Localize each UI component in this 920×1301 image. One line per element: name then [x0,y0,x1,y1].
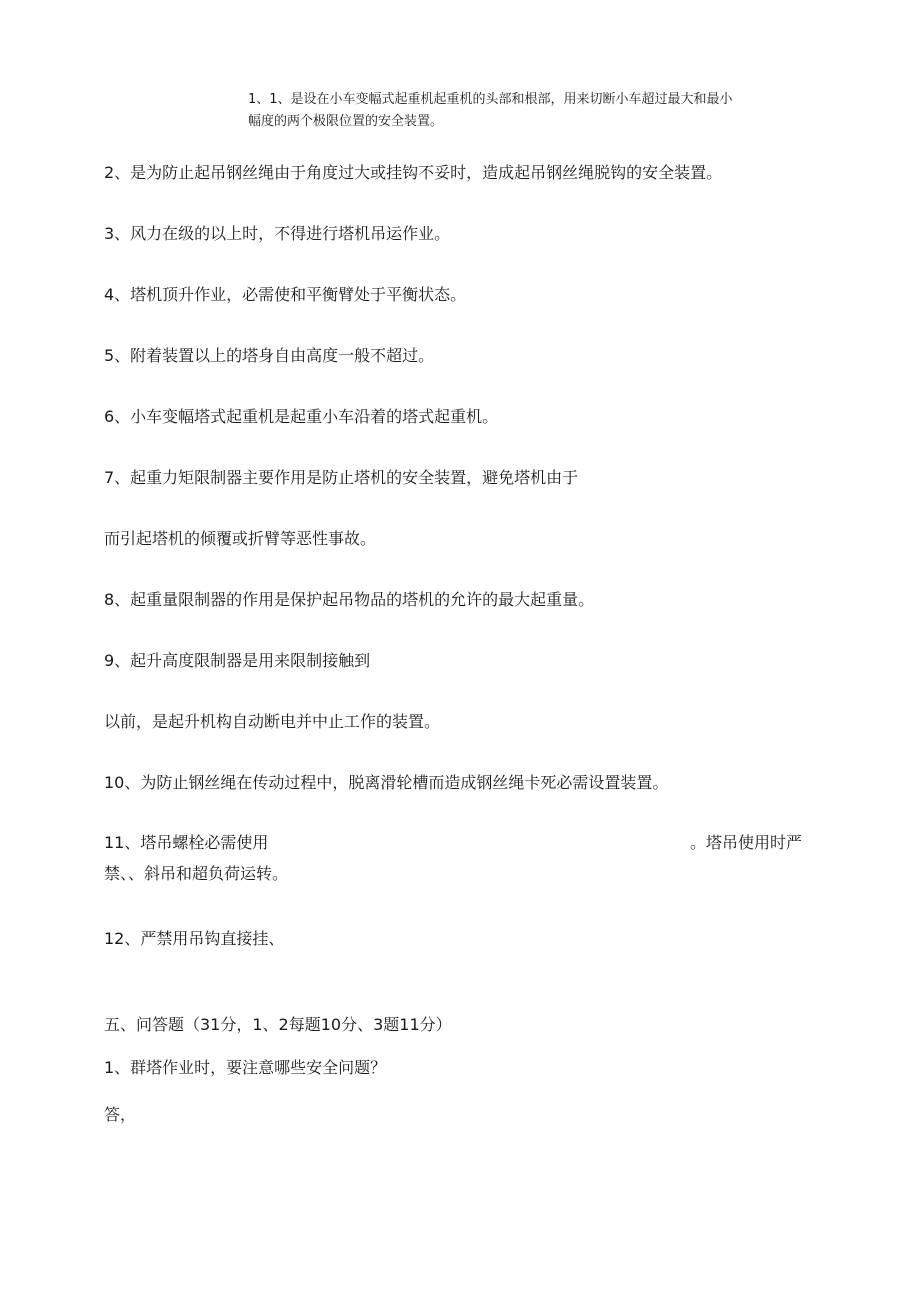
question-11-part-2: 。塔吊使用时严 [690,833,803,852]
question-6: 6、小车变幅塔式起重机是起重小车沿着的塔式起重机。 [104,407,499,426]
section-5-question-1: 1、群塔作业时，要注意哪些安全问题？ [104,1058,387,1077]
question-5: 5、附着装置以上的塔身自由高度一般不超过。 [104,346,435,365]
question-9-line-1: 9、起升高度限制器是用来限制接触到 [104,651,371,670]
question-3: 3、风力在级的以上时，不得进行塔机吊运作业。 [104,224,451,243]
question-1-line-1: 1、1、是设在小车变幅式起重机起重机的头部和根部，用来切断小车超过最大和最小 [248,92,733,107]
question-4: 4、塔机顶升作业，必需使和平衡臂处于平衡状态。 [104,285,467,304]
section-5-heading: 五、问答题（31分，1、2每题10分、3题11分） [104,1015,452,1034]
question-7-line-2: 而引起塔机的倾覆或折臂等恶性事故。 [104,529,377,548]
question-11-line-2: 禁、、斜吊和超负荷运转。 [104,864,289,883]
question-11-part-1: 11、塔吊螺栓必需使用 [104,833,269,852]
question-1-line-2: 幅度的两个极限位置的安全装置。 [248,114,444,129]
question-9-line-2: 以前，是起升机构自动断电并中止工作的装置。 [104,712,441,731]
question-2: 2、是为防止起吊钢丝绳由于角度过大或挂钩不妥时，造成起吊钢丝绳脱钩的安全装置。 [104,163,723,182]
question-12: 12、严禁用吊钩直接挂、 [104,929,285,948]
question-8: 8、起重量限制器的作用是保护起吊物品的塔机的允许的最大起重量。 [104,590,595,609]
question-7-line-1: 7、起重力矩限制器主要作用是防止塔机的安全装置，避免塔机由于 [104,468,579,487]
section-5-answer-label: 答， [104,1105,137,1124]
question-10: 10、为防止钢丝绳在传动过程中，脱离滑轮槽而造成钢丝绳卡死必需设置装置。 [104,773,669,792]
